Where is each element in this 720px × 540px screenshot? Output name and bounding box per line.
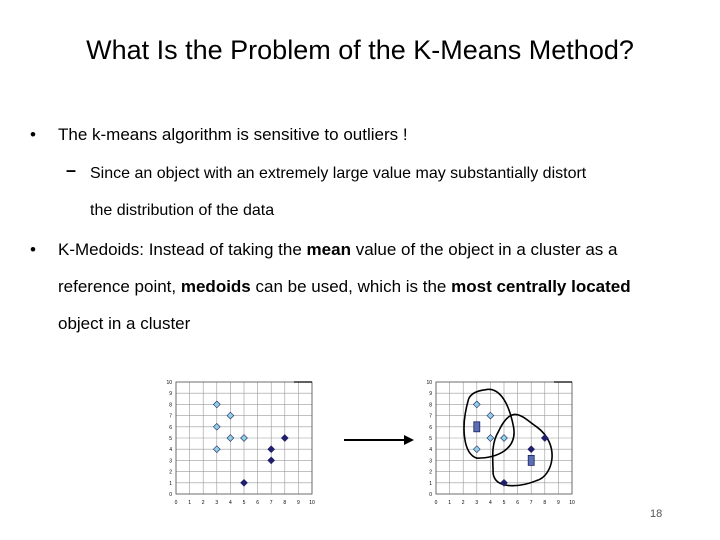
bullet-2-line-1: K-Medoids: Instead of taking the mean value of the object in a cluster as a	[58, 240, 618, 259]
y-tick-label: 0	[169, 492, 172, 498]
data-point	[227, 412, 234, 419]
x-tick-label: 5	[502, 500, 506, 506]
data-point	[241, 479, 248, 486]
data-point	[241, 435, 248, 442]
bullet-2-line-2: reference point, medoids can be used, which is the most centrally located	[58, 277, 631, 296]
scatter-plot-right	[420, 372, 590, 512]
data-point	[213, 423, 220, 430]
y-tick-label: 5	[429, 436, 432, 442]
x-tick-label: 1	[188, 500, 191, 506]
data-point	[268, 457, 275, 464]
x-tick-label: 4	[489, 500, 492, 506]
x-tick-label: 8	[543, 500, 547, 506]
x-tick-label: 2	[201, 500, 205, 506]
bullet-2-line-3: object in a cluster	[58, 314, 191, 333]
x-tick-label: 2	[461, 500, 465, 506]
x-tick-label: 1	[448, 500, 451, 506]
dash-mark: –	[66, 160, 77, 180]
y-tick-label: 2	[169, 469, 172, 476]
x-tick-label: 7	[529, 500, 533, 506]
y-tick-label: 1	[429, 480, 432, 487]
y-tick-label: 9	[429, 391, 432, 398]
x-tick-label: 3	[475, 500, 479, 506]
y-tick-label: 4	[169, 447, 172, 454]
x-tick-label: 3	[215, 500, 219, 506]
y-tick-label: 1	[169, 480, 172, 487]
bullet-1: The k-means algorithm is sensitive to outliers !	[58, 125, 408, 144]
y-tick-label: 2	[429, 469, 432, 476]
y-tick-label: 6	[169, 424, 172, 431]
data-point	[227, 435, 234, 442]
page-number: 18	[650, 508, 663, 520]
x-tick-label: 10	[569, 500, 575, 506]
data-point	[213, 401, 220, 408]
x-tick-label: 4	[229, 500, 232, 506]
data-point	[528, 446, 535, 453]
data-point	[281, 435, 288, 442]
x-tick-label: 9	[557, 500, 560, 506]
y-tick-label: 9	[169, 391, 172, 398]
y-tick-label: 8	[429, 402, 432, 409]
x-tick-label: 9	[297, 500, 300, 506]
data-point	[473, 401, 480, 408]
y-tick-label: 3	[429, 458, 432, 465]
x-tick-label: 5	[242, 500, 246, 506]
data-point	[541, 435, 548, 442]
x-tick-label: 6	[256, 500, 259, 506]
bullet-dot: •	[30, 240, 36, 259]
data-point	[487, 435, 494, 442]
bullet-dot: •	[30, 125, 36, 144]
scatter-plot-left	[160, 372, 330, 512]
sub-bullet-line-2: the distribution of the data	[90, 202, 275, 219]
x-tick-label: 6	[516, 500, 519, 506]
y-tick-label: 4	[429, 447, 432, 454]
transform-arrow	[338, 430, 418, 450]
medoid-point	[474, 422, 480, 432]
data-point	[487, 412, 494, 419]
x-tick-label: 0	[174, 500, 178, 506]
data-point	[473, 446, 480, 453]
sub-bullet-line-1: Since an object with an extremely large value may substantially distort	[90, 165, 587, 182]
y-tick-label: 10	[426, 380, 432, 386]
y-tick-label: 10	[166, 380, 172, 386]
medoid-point	[528, 455, 534, 465]
data-point	[501, 435, 508, 442]
y-tick-label: 7	[429, 413, 432, 420]
y-tick-label: 8	[169, 402, 172, 409]
y-tick-label: 5	[169, 436, 172, 442]
x-tick-label: 10	[309, 500, 315, 506]
data-point	[268, 446, 275, 453]
y-tick-label: 0	[429, 492, 432, 498]
data-point	[213, 446, 220, 453]
x-tick-label: 0	[434, 500, 438, 506]
x-tick-label: 8	[283, 500, 287, 506]
cluster-outline	[464, 389, 514, 458]
cluster-outline	[493, 414, 552, 485]
x-tick-label: 7	[269, 500, 273, 506]
slide-title: What Is the Problem of the K-Means Method?	[86, 35, 634, 65]
y-tick-label: 3	[169, 458, 172, 465]
y-tick-label: 6	[429, 424, 432, 431]
y-tick-label: 7	[169, 413, 172, 420]
